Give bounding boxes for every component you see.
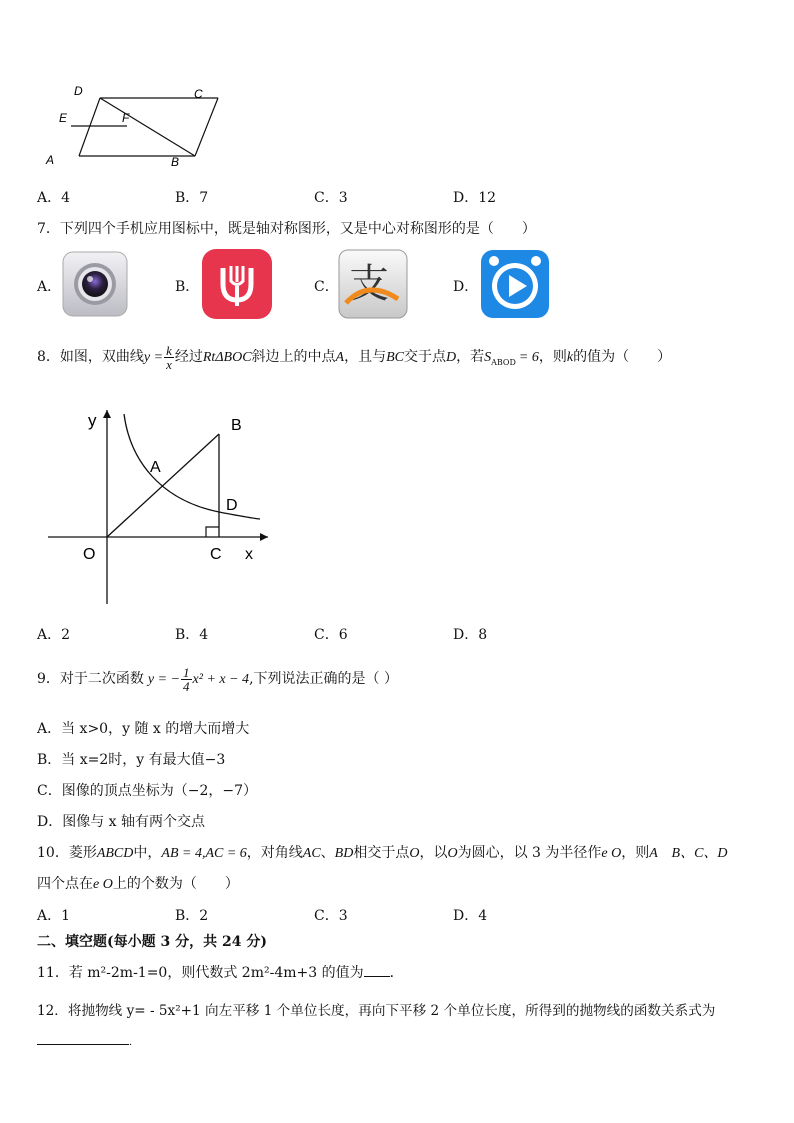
q10-circle: e O	[601, 846, 622, 861]
parallelogram-figure	[40, 82, 220, 172]
q8-option-a: A．2	[37, 627, 71, 643]
q10-condition: AB = 4,AC = 6	[161, 846, 247, 861]
q8-mid6: ，则	[538, 349, 567, 365]
q8-prefix: 8．如图，双曲线	[37, 349, 144, 365]
q12-stem: 12．将抛物线 y= - 5x²+1 向左平移 1 个单位长度，再向下平移 2 个单位长度，所得到的抛物线的函数关系式为	[37, 1003, 716, 1019]
q8-option-d: D．8	[453, 627, 488, 643]
y-axis-arrow	[103, 410, 111, 418]
q10-text-f: 为圆心，以 3 为半径作	[457, 845, 602, 861]
q8-segment-bc: BC	[386, 350, 404, 365]
q9-prefix: 9．对于二次函数	[37, 671, 144, 687]
q6-option-a: A．4	[37, 190, 71, 206]
x-axis-arrow	[260, 533, 268, 541]
label-y: y	[88, 411, 97, 430]
q8-triangle: RtΔBOC	[202, 350, 252, 365]
q10-line2-b: 上的个数为（ ）	[112, 876, 239, 892]
q7-stem: 7．下列四个手机应用图标中，既是轴对称图形，又是中心对称图形的是（ ）	[37, 221, 536, 237]
q6-option-c: C．3	[314, 190, 348, 206]
q10-points: A B、C、D	[649, 846, 728, 861]
q10-line1	[37, 842, 728, 862]
label-a: A	[46, 153, 55, 167]
q12-end: ．	[129, 1037, 139, 1048]
q10-line2	[37, 873, 239, 893]
segment-db	[100, 98, 195, 156]
q7-option-c-letter: C．	[314, 279, 339, 295]
q8-mid1: 经过	[174, 349, 203, 365]
q8-option-c: C．6	[314, 627, 348, 643]
q8-area-sub: ABOD	[491, 357, 516, 367]
q7-option-d-letter: D．	[453, 279, 479, 295]
q10-option-d: D．4	[453, 908, 488, 924]
label-b: B	[231, 417, 242, 434]
q8-end: 的值为（ ）	[573, 349, 672, 365]
q8-y-eq: y =	[143, 350, 164, 365]
q10-option-b: B．2	[175, 908, 209, 924]
q9-option-d: D．图像与 x 轴有两个交点	[37, 814, 206, 830]
q8-area-eq: = 6	[518, 350, 539, 365]
q8-mid5: ，若	[456, 349, 485, 365]
q8-area-s: S	[484, 350, 492, 365]
q11-stem	[37, 962, 404, 982]
q11-answer-blank	[364, 964, 390, 977]
q8-fraction	[164, 344, 174, 371]
section-heading: 二、填空题(每小题 3 分，共 24 分)	[37, 934, 267, 950]
q7-option-b-letter: B．	[175, 279, 200, 295]
q10-o2: O	[447, 846, 458, 861]
q7-option-a-letter: A．	[37, 279, 62, 295]
q9-lhs: y = −	[147, 672, 181, 687]
q6-option-b: B．7	[175, 190, 209, 206]
q6-option-d: D．12	[453, 190, 497, 206]
q9-option-a: A．当 x>0，y 随 x 的增大而增大	[37, 721, 250, 737]
q10-abcd: ABCD	[96, 846, 134, 861]
q8-mid4: 交于点	[404, 349, 446, 365]
label-a: A	[150, 459, 161, 476]
q11-text: 11．若 m²-2m-1=0，则代数式 2m²-4m+3 的值为	[37, 965, 364, 981]
q10-bd: BD	[334, 846, 354, 861]
q10-prefix: 10．菱形	[37, 845, 97, 861]
q8-frac-den: x	[166, 356, 172, 372]
q9-frac-den: 4	[183, 678, 190, 694]
label-x: x	[245, 546, 253, 563]
play-icon	[480, 249, 550, 319]
q10-sep: 、	[320, 845, 335, 861]
q8-point-a: A	[335, 350, 345, 365]
q10-o1: O	[409, 846, 420, 861]
q10-circle2: e O	[93, 877, 113, 892]
q10-text-g: ，则	[621, 845, 650, 861]
q9-fraction	[181, 666, 192, 693]
q10-text-e: ，以	[419, 845, 448, 861]
segment-ad	[79, 98, 100, 156]
alipay-icon	[338, 249, 408, 319]
label-b: B	[171, 155, 180, 169]
hyperbola-figure	[40, 400, 280, 610]
q12-answer-blank	[37, 1032, 129, 1045]
q10-ac: AC	[302, 846, 321, 861]
camera-icon	[61, 250, 129, 318]
segment-ob	[107, 434, 219, 537]
label-c: C	[194, 87, 203, 101]
q8-option-b: B．4	[175, 627, 209, 643]
q8-point-d: D	[446, 350, 457, 365]
q9-option-b: B．当 x=2时，y 有最大值−3	[37, 752, 226, 768]
q8-mid2: 斜边上的中点	[251, 349, 336, 365]
label-o: O	[83, 546, 96, 563]
q8-mid3: ，且与	[344, 349, 387, 365]
q10-option-c: C．3	[314, 908, 348, 924]
label-d: D	[74, 84, 83, 98]
segment-bc	[195, 98, 218, 156]
label-c: C	[210, 546, 222, 563]
right-angle-mark	[206, 527, 219, 537]
q11-end: ．	[389, 965, 404, 981]
q10-text-c: ，对角线	[246, 845, 303, 861]
q9-end: ,下列说法正确的是（ ）	[249, 671, 398, 687]
q10-line2-a: 四个点在	[37, 876, 93, 892]
q10-text-b: 中，	[133, 845, 162, 861]
q10-option-a: A．1	[37, 908, 71, 924]
label-e: E	[59, 111, 68, 125]
q10-text-d: 相交于点	[353, 845, 410, 861]
q9-rhs: x² + x − 4	[192, 672, 250, 687]
q9-frac-num: 1	[183, 664, 190, 680]
alipay-glyph: 支	[349, 262, 389, 306]
q12-line2	[37, 1032, 139, 1049]
q8-k: k	[566, 350, 574, 365]
label-d: D	[226, 497, 238, 514]
fork-icon	[201, 248, 273, 320]
q8-stem	[37, 340, 671, 380]
q9-stem	[37, 662, 398, 697]
label-f: F	[122, 111, 130, 125]
q8-frac-num: k	[166, 342, 172, 358]
q9-option-c: C．图像的顶点坐标为（−2，−7）	[37, 783, 257, 799]
